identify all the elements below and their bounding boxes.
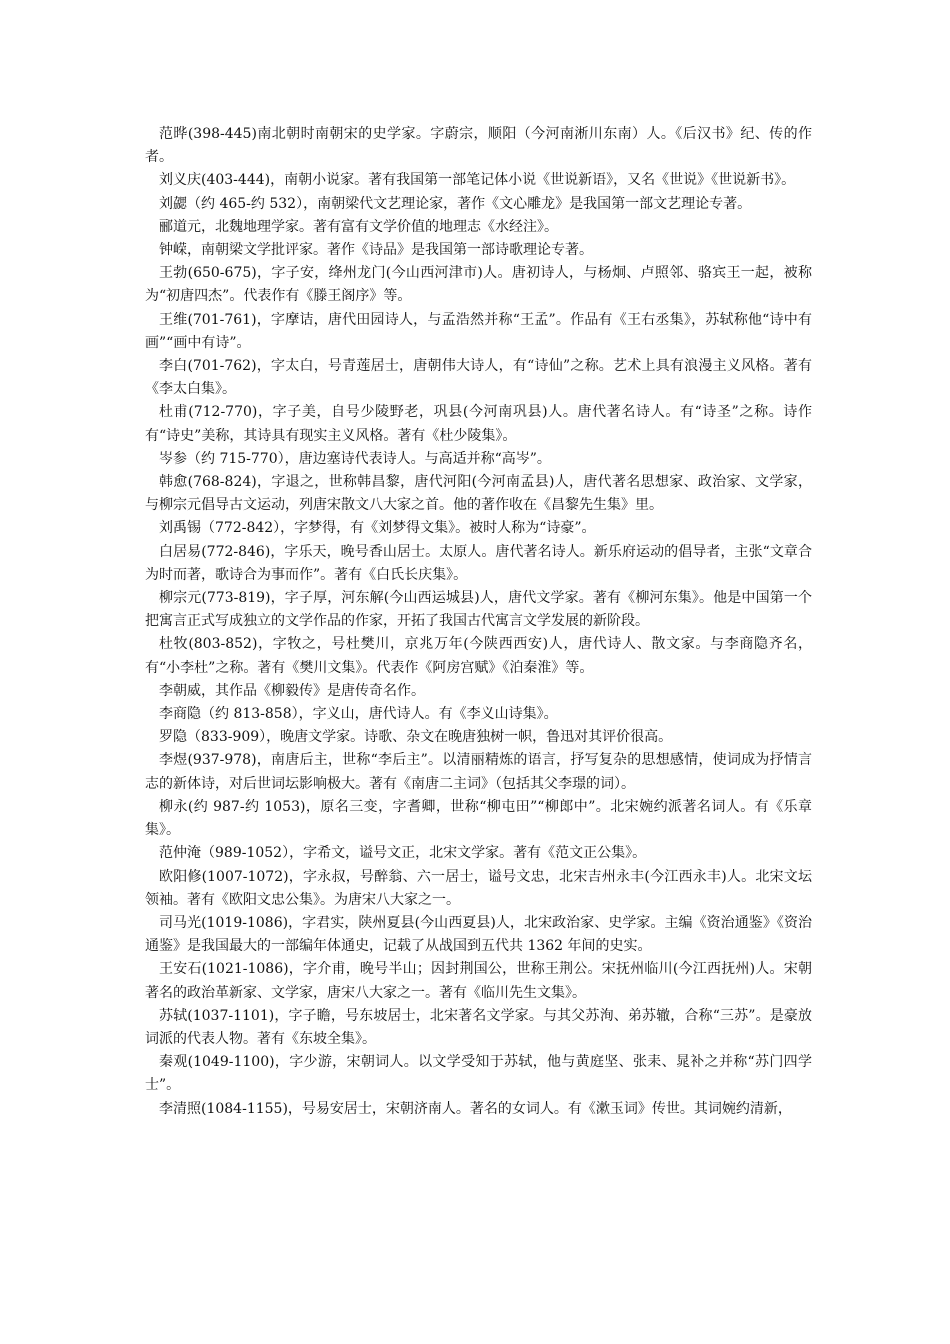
entry-liu-xie: 刘勰（约 465-约 532），南朝梁代文艺理论家，著作《文心雕龙》是我国第一部文艺理论专著。 [159,195,752,212]
entry-wang-wei: 王维(701-761)，字摩诘，唐代田园诗人，与孟浩然并称“王孟”。作品有《王右丞集》，苏轼称他“诗中有画”“画中有诗”。 [145,311,812,351]
entry-du-mu: 杜牧(803-852)，字牧之，号杜樊川，京兆万年(今陕西西安)人，唐代诗人、散文家。与李商隐齐名，有“小李杜”之称。著有《樊川文集》。代表作《阿房宫赋》《泊秦淮》等。 [145,636,812,676]
entry-bai-juyi: 白居易(772-846)，字乐天，晚号香山居士。太原人。唐代著名诗人。新乐府运动的倡导者，主张“文章合为时而著，歌诗合为事而作”。著有《白氏长庆集》。 [145,543,812,583]
entry-cen-shen: 岑参（约 715-770），唐边塞诗代表诗人。与高适并称“高岑”。 [159,450,551,467]
entry-wang-bo: 王勃(650-675)，字子安，绛州龙门(今山西河津市)人。唐初诗人，与杨炯、卢照邻、骆宾王一起，被称为“初唐四杰”。代表作有《滕王阁序》等。 [145,265,812,305]
entry-wang-anshi: 王安石(1021-1086)，字介甫，晚号半山；因封荆国公，世称王荆公。宋抚州临川(今江西抚州)人。宋朝著名的政治革新家、文学家，唐宋八大家之一。著有《临川先生文集》。 [145,961,812,1001]
entry-du-fu: 杜甫(712-770)，字子美，自号少陵野老，巩县(今河南巩县)人。唐代著名诗人。有“诗圣”之称。诗作有“诗史”美称，其诗具有现实主义风格。著有《杜少陵集》。 [145,404,812,444]
entry-liu-yiqing: 刘义庆(403-444)，南朝小说家。著有我国第一部笔记体小说《世说新语》，又名《世说》《世说新书》。 [159,172,796,189]
document-page [145,123,812,1121]
entry-zhong-rong: 钟嵘，南朝梁文学批评家。著作《诗品》是我国第一部诗歌理论专著。 [159,242,593,259]
entry-li-daoyuan: 郦道元，北魏地理学家。著有富有文学价值的地理志《水经注》。 [159,218,558,235]
entry-li-yu: 李煜(937-978)，南唐后主，世称“李后主”。以清丽精炼的语言，抒写复杂的思想感情，使词成为抒情言志的新体诗，对后世词坛影响极大。著有《南唐二主词》（包括其父李璟的词）。 [145,752,812,792]
entry-li-qingzhao: 李清照(1084-1155)，号易安居士，宋朝济南人。著名的女词人。有《漱玉词》传世。其词婉约清新， [159,1100,792,1117]
entry-ouyang-xiu: 欧阳修(1007-1072)，字永叔，号醉翁、六一居士，谥号文忠，北宋吉州永丰(今江西永丰)人。北宋文坛领袖。著有《欧阳文忠公集》。为唐宋八大家之一。 [145,868,812,908]
entry-sima-guang: 司马光(1019-1086)，字君实，陕州夏县(今山西夏县)人，北宋政治家、史学家。主编《资治通鉴》《资治通鉴》是我国最大的一部编年体通史，记载了从战国到五代共 1362 年间的史实。 [145,914,812,955]
entry-fan-ye: 范晔(398-445)南北朝时南朝宋的史学家。字蔚宗，顺阳（今河南淅川东南）人。《后汉书》纪、传的作者。 [145,126,812,166]
entry-liu-yong: 柳永(约 987-约 1053)，原名三变，字耆卿，世称“柳屯田”“柳郎中”。北宋婉约派著名词人。有《乐章集》。 [145,798,812,839]
entry-fan-zhongyan: 范仲淹（989-1052），字希文，谥号文正，北宋文学家。著有《范文正公集》。 [159,845,647,862]
entry-li-shangyin: 李商隐（约 813-858），字义山，唐代诗人。有《李义山诗集》。 [159,706,558,723]
entry-liu-zongyuan: 柳宗元(773-819)，字子厚，河东解(今山西运城县)人，唐代文学家。著有《柳河东集》。他是中国第一个把寓言正式写成独立的文学作品的作家，开拓了我国古代寓言文学发展的新阶段。 [145,590,812,630]
entry-luo-yin: 罗隐（833-909），晚唐文学家。诗歌、杂文在晚唐独树一帜，鲁迅对其评价很高。 [159,729,673,746]
entry-liu-yuxi: 刘禹锡（772-842），字梦得，有《刘梦得文集》。被时人称为“诗豪”。 [159,520,596,537]
entry-su-shi: 苏轼(1037-1101)，字子瞻，号东坡居士，北宋著名文学家。与其父苏洵、弟苏辙，合称“三苏”。是豪放词派的代表人物。著有《东坡全集》。 [145,1007,812,1047]
entry-li-chaowei: 李朝威，其作品《柳毅传》是唐传奇名作。 [159,682,425,699]
entry-qin-guan: 秦观(1049-1100)，字少游，宋朝词人。以文学受知于苏轼，他与黄庭坚、张耒、晁补之并称“苏门四学士”。 [145,1054,812,1094]
entry-han-yu: 韩愈(768-824)，字退之，世称韩昌黎，唐代河阳(今河南孟县)人，唐代著名思想家、政治家、文学家，与柳宗元倡导古文运动，列唐宋散文八大家之首。他的著作收在《昌黎先生集》里。 [145,474,812,514]
entry-li-bai: 李白(701-762)，字太白，号青莲居士，唐朝伟大诗人，有“诗仙”之称。艺术上具有浪漫主义风格。著有《李太白集》。 [145,358,812,398]
